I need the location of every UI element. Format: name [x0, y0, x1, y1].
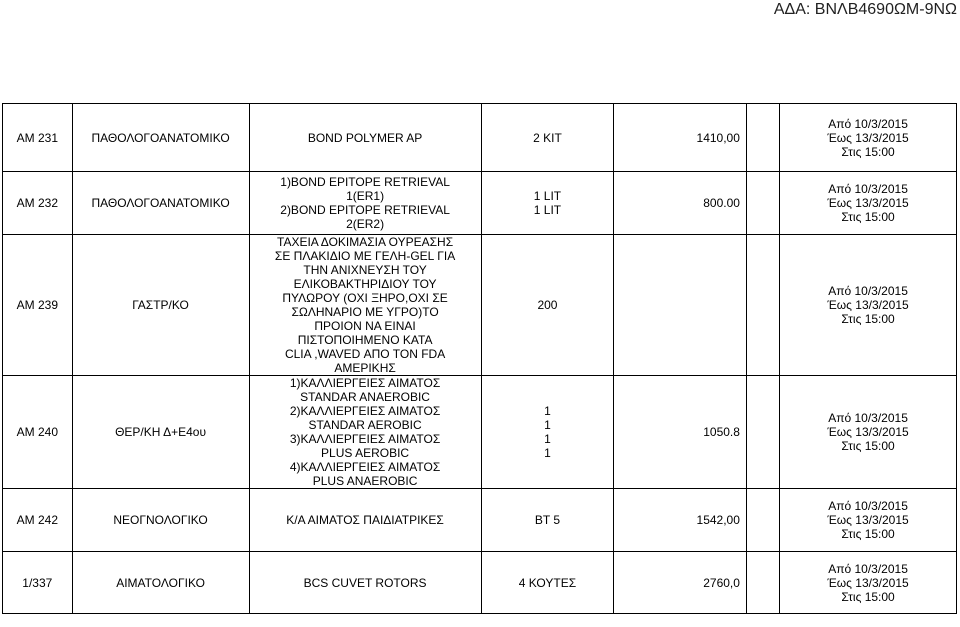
item-code-cell: ΑΜ 242: [3, 489, 73, 552]
quantity-cell: [481, 172, 614, 235]
spacer-cell: [746, 489, 779, 552]
date-line: Στις 15:00: [841, 144, 895, 159]
price-cell: 1050.8: [614, 376, 747, 489]
department-cell: ΠΑΘΟΛΟΓΟΑΝΑΤΟΜΙΚΟ: [72, 172, 249, 235]
quantity-cell: [481, 552, 614, 614]
quantity-cell: [481, 235, 614, 376]
price-cell: 800.00: [614, 172, 747, 235]
item-code-cell: ΑΜ 231: [3, 104, 73, 172]
desc-line: CLIA ,WAVED ΑΠΟ ΤΟΝ FDA: [284, 347, 446, 361]
department-cell: ΠΑΘΟΛΟΓΟΑΝΑΤΟΜΙΚΟ: [72, 104, 249, 172]
description-cell: [249, 552, 481, 614]
date-line: Έως 13/3/2015: [827, 575, 909, 590]
deadline-cell: [780, 235, 957, 376]
desc-line: 1(ER1): [346, 189, 385, 203]
date-line: Στις 15:00: [841, 439, 895, 453]
item-code-cell: ΑΜ 240: [3, 376, 73, 489]
desc-line: BCS CUVET ROTORS: [303, 575, 427, 590]
qty-line: BT 5: [534, 513, 561, 527]
desc-line: PLUS AEROBIC: [321, 446, 410, 460]
qty-line: 2 KIT: [533, 130, 562, 145]
desc-line: ΤΑΧΕΙΑ ΔΟΚΙΜΑΣΙΑ ΟΥΡΕΑΣΗΣ: [277, 235, 454, 249]
desc-line: 2)ΚΑΛΛΙΕΡΓΕΙΕΣ ΑΙΜΑΤΟΣ: [289, 404, 441, 418]
quantity-cell: [481, 376, 614, 489]
desc-line: 2(ER2): [346, 217, 385, 231]
item-code-cell: 1/337: [3, 552, 73, 614]
desc-line: ΣΕ ΠΛΑΚΙΔΙΟ ΜΕ ΓΕΛΗ-GEL ΓΙΑ: [274, 249, 456, 263]
department-cell: ΑΙΜΑΤΟΛΟΓΙΚΟ: [72, 552, 249, 614]
description-cell: [249, 376, 481, 489]
table-row: [3, 104, 957, 172]
desc-line: ΤΗΝ ΑΝΙΧΝΕΥΣΗ ΤΟΥ: [303, 263, 427, 277]
date-line: Έως 13/3/2015: [827, 130, 909, 145]
date-line: Από 10/3/2015: [828, 561, 908, 576]
price-cell: 1542,00: [614, 489, 747, 552]
date-line: Έως 13/3/2015: [827, 513, 909, 527]
deadline-cell: [780, 489, 957, 552]
description-cell: [249, 235, 481, 376]
desc-line: ΠΡΟΙΟΝ ΝΑ ΕΙΝΑΙ: [314, 319, 416, 333]
spacer-cell: [746, 172, 779, 235]
date-line: Στις 15:00: [841, 210, 895, 224]
date-line: Στις 15:00: [841, 527, 895, 541]
department-cell: ΘΕΡ/ΚΗ Δ+Ε4ου: [72, 376, 249, 489]
spacer-cell: [746, 552, 779, 614]
description-cell: [249, 104, 481, 172]
qty-line: 1: [544, 432, 551, 446]
price-cell: 1410,00: [614, 104, 747, 172]
table-row: [3, 552, 957, 614]
department-cell: ΝΕΟΓΝΟΛΟΓΙΚΟ: [72, 489, 249, 552]
desc-line: 1)BOND EPITOPE RETRIEVAL: [280, 175, 450, 189]
desc-line: ΠΙΣΤΟΠΟΙΗΜΕΝΟ ΚΑΤΑ: [297, 333, 433, 347]
item-code-cell: ΑΜ 239: [3, 235, 73, 376]
desc-line: 3)ΚΑΛΛΙΕΡΓΕΙΕΣ ΑΙΜΑΤΟΣ: [289, 432, 441, 446]
table-row: [3, 489, 957, 552]
qty-line: 1: [544, 418, 551, 432]
qty-line: 1: [544, 446, 551, 460]
desc-line: ΕΛΙΚΟΒΑΚΤΗΡΙΔΙΟΥ ΤΟΥ: [293, 277, 437, 291]
qty-line: 4 ΚΟΥΤΕΣ: [518, 575, 577, 590]
spacer-cell: [746, 235, 779, 376]
qty-line: 1 LIT: [533, 189, 562, 203]
deadline-cell: [780, 172, 957, 235]
desc-line: ΣΩΛΗΝΑΡΙΟ ΜΕ ΥΓΡΟ)ΤΟ: [291, 305, 439, 319]
ada-header: ΑΔΑ: ΒΝΛΒ4690ΩΜ-9ΝΩ: [773, 1, 957, 18]
date-line: Έως 13/3/2015: [827, 196, 909, 210]
desc-line: STANDAR ANAEROBIC: [300, 390, 430, 404]
date-line: Από 10/3/2015: [828, 284, 908, 298]
quantity-cell: [481, 104, 614, 172]
deadline-cell: [780, 376, 957, 489]
procurement-table: [2, 103, 957, 614]
price-cell: [614, 235, 747, 376]
date-line: Έως 13/3/2015: [827, 298, 909, 312]
date-line: Στις 15:00: [841, 589, 895, 604]
desc-line: ΠΥΛΩΡΟΥ (ΟΧΙ ΞΗΡΟ,ΟΧΙ ΣΕ: [282, 291, 448, 305]
qty-line: 1 LIT: [533, 203, 562, 217]
desc-line: 4)ΚΑΛΛΙΕΡΓΕΙΕΣ ΑΙΜΑΤΟΣ: [289, 460, 441, 474]
desc-line: 2)BOND EPITOPE RETRIEVAL: [280, 203, 450, 217]
spacer-cell: [746, 376, 779, 489]
item-code-cell: ΑΜ 232: [3, 172, 73, 235]
qty-line: 200: [537, 298, 558, 312]
deadline-cell: [780, 104, 957, 172]
date-line: Στις 15:00: [841, 312, 895, 326]
price-cell: 2760,0: [614, 552, 747, 614]
table-row: [3, 172, 957, 235]
date-line: Από 10/3/2015: [828, 182, 908, 196]
description-cell: [249, 489, 481, 552]
table-row: [3, 235, 957, 376]
desc-line: Κ/Α ΑΙΜΑΤΟΣ ΠΑΙΔΙΑΤΡΙΚΕΣ: [286, 513, 444, 527]
desc-line: PLUS ANAEROBIC: [312, 474, 418, 488]
desc-line: BOND POLYMER AP: [307, 130, 423, 145]
desc-line: STANDAR AEROBIC: [308, 418, 422, 432]
table-body: [3, 104, 957, 614]
description-cell: [249, 172, 481, 235]
deadline-cell: [780, 552, 957, 614]
date-line: Έως 13/3/2015: [827, 425, 909, 439]
qty-line: 1: [544, 404, 551, 418]
date-line: Από 10/3/2015: [828, 116, 908, 131]
desc-line: ΑΜΕΡΙΚΗΣ: [334, 361, 396, 375]
quantity-cell: [481, 489, 614, 552]
department-cell: ΓΑΣΤΡ/ΚΟ: [72, 235, 249, 376]
date-line: Από 10/3/2015: [828, 499, 908, 513]
table-row: [3, 376, 957, 489]
desc-line: 1)ΚΑΛΛΙΕΡΓΕΙΕΣ ΑΙΜΑΤΟΣ: [289, 376, 441, 390]
spacer-cell: [746, 104, 779, 172]
date-line: Από 10/3/2015: [828, 411, 908, 425]
